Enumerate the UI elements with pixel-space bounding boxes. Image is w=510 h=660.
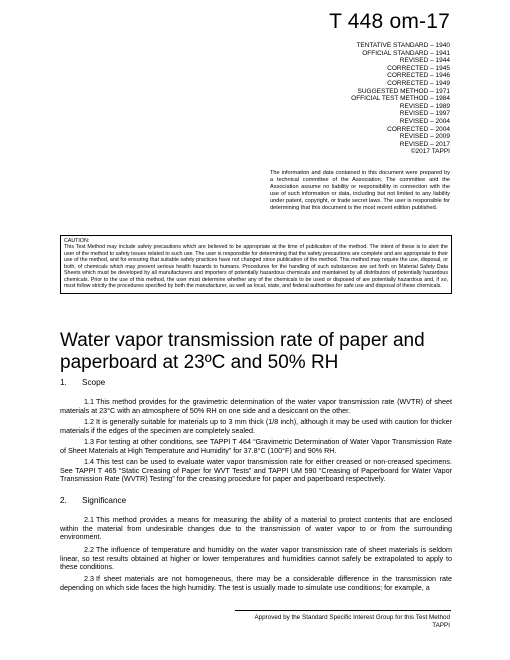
- paragraph-number: 2.1: [84, 515, 94, 524]
- paragraph: [60, 438, 452, 455]
- footer-rule: [235, 610, 451, 611]
- history-line: REVISED – 2017: [399, 140, 450, 148]
- paragraph: [60, 546, 452, 572]
- paragraph-number: 1.4: [84, 457, 94, 466]
- history-line: REVISED – 1989: [399, 102, 450, 110]
- caution-label: CAUTION:: [64, 238, 90, 244]
- paragraph: [60, 418, 452, 435]
- paragraph-number: 1.3: [84, 437, 94, 446]
- liability-disclaimer: The information and data contained in this document were prepared by a technical committee of the Association. The committee and the Association assume no liability or responsibility in connection with the use of such information or data, including but not limited to any liability under patent, copyright, or trade secret laws. The user is responsible for determining that this document is the most recent edition published.: [270, 170, 450, 212]
- paragraph: [60, 575, 452, 592]
- history-line: TENTATIVE STANDARD – 1940: [356, 42, 450, 49]
- section-heading: [60, 378, 105, 387]
- paragraph-text: It is generally suitable for materials up to 3 mm thick (1/8 inch), although it may be used with caution for thicker materials if the edges of the specimen are completely sealed.: [60, 417, 452, 435]
- section-number: 2.: [60, 496, 67, 505]
- paragraph: [60, 516, 452, 542]
- approval-note: Approved by the Standard Specific Interest Group for this Test Method: [254, 614, 450, 621]
- section-number: 1.: [60, 378, 67, 387]
- history-line: CORRECTED – 1945: [387, 64, 450, 72]
- history-line: REVISED – 1997: [399, 110, 450, 118]
- caution-text: This Test Method may include safety precautions which are believed to be appropriate at the time of publication of the method. The intent of these is to alert the user of the method to safety issues related to such use. The user is responsible for determining that the safety precautions are complete and are appropriate to their use of the method, and for ensuring that suitable safety practices have not changed since publication of the method. This method may require the use, disposal, or both, of chemicals which may present serious health hazards to humans. Procedures for the handling of such substances are set forth on Material Safety Data Sheets which must be developed by all manufacturers and importers of potentially hazardous chemicals and maintained by all distributors of potentially hazardous chemicals. Prior to the use of this method, the user must determine whether any of the chemicals to be used or disposed of are potentially hazardous and, if so, must follow strictly the procedures specified by both the manufacturer, as well as local, state, and federal authorities for safe use and disposal of these chemicals.: [64, 244, 448, 290]
- paragraph-text: If sheet materials are not homogeneous, there may be a considerable difference in the transmission rate depending on which side faces the high humidity. The test is usually made to simulate use conditions; for example, a: [60, 574, 452, 592]
- history-line: OFFICIAL STANDARD – 1941: [362, 49, 450, 57]
- document-number: T 448 om-17: [329, 10, 450, 33]
- section-title: Significance: [82, 496, 127, 505]
- history-line: CORRECTED – 2004: [387, 125, 450, 133]
- footer: [254, 614, 450, 629]
- document-title: Water vapor transmission rate of paper and paperboard at 23ºC and 50% RH: [60, 330, 425, 373]
- caution-box: [60, 235, 452, 294]
- paragraph-text: This method provides for the gravimetric determination of the water vapor transmission rate (WVTR) of sheet materials at 23°C with an atmosphere of 50% RH on one side and a desiccant on the other.: [60, 397, 452, 415]
- paragraph-text: The influence of temperature and humidity on the water vapor transmission rate of sheet materials is seldom linear, so test results obtained at higher or lower temperatures and humidities cannot safely be extrapolated to apply to these conditions.: [60, 545, 452, 572]
- footer-publisher: TAPPI: [432, 621, 450, 629]
- history-line: REVISED – 2004: [399, 117, 450, 125]
- paragraph-number: 2.3: [84, 574, 94, 583]
- history-line: REVISED – 2009: [399, 133, 450, 141]
- paragraph: [60, 398, 452, 415]
- section-heading: [60, 496, 126, 505]
- history-line: CORRECTED – 1946: [387, 72, 450, 80]
- paragraph-text: This method provides a means for measuring the ability of a material to protect contents that are enclosed within the material from undesirable changes due to the transmission of water vapor to or from the surrounding environment.: [60, 515, 452, 542]
- paragraph-number: 2.2: [84, 545, 94, 554]
- history-line: CORRECTED – 1949: [387, 79, 450, 87]
- paragraph-text: This test can be used to evaluate water vapor transmission rate for either creased or non-creased specimens. See TAPPI T 465 “Static Creasing of Paper for WVT Tests” and TAPPI UM 590 “Creasing of Paperboard for Water Vapor Transmission Rate (WVTR) Testing” for the creasing procedure for paper and paperboard respectively.: [60, 457, 452, 484]
- paragraph-number: 1.2: [84, 417, 94, 426]
- history-line: REVISED – 1944: [399, 57, 450, 65]
- section-title: Scope: [82, 378, 106, 387]
- history-line: SUGGESTED METHOD – 1971: [357, 87, 450, 95]
- paragraph-number: 1.1: [84, 397, 94, 406]
- paragraph: [60, 458, 452, 484]
- copyright: ©2017 TAPPI: [410, 148, 450, 156]
- history-line: OFFICIAL TEST METHOD – 1984: [351, 95, 450, 103]
- revision-history: [351, 42, 450, 156]
- paragraph-text: For testing at other conditions, see TAPPI T 464 “Gravimetric Determination of Water Vapor Transmission Rate of Sheet Materials at High Temperature and Humidity” for 37.8°C (100°F) and 90% RH.: [60, 437, 452, 455]
